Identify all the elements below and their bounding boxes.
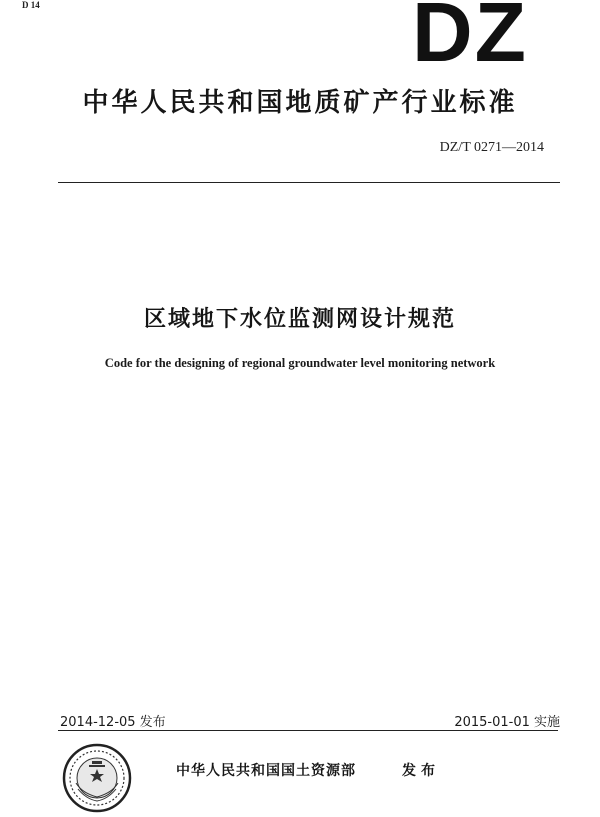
footer-rule xyxy=(58,730,558,731)
issued-label: 发布 xyxy=(402,763,440,779)
header-rule xyxy=(58,182,560,183)
standard-title: 中华人民共和国地质矿产行业标准 xyxy=(82,88,518,118)
national-emblem-icon xyxy=(62,743,132,813)
issue-date: 2014-12-05 发布 xyxy=(60,715,166,730)
document-title: 区域地下水位监测网设计规范 xyxy=(143,307,456,332)
standard-number: DZ/T 0271—2014 xyxy=(439,140,544,155)
dz-logo: DZ xyxy=(412,0,528,79)
issuer-name: 中华人民共和国国土资源部 xyxy=(176,763,356,779)
implementation-date: 2015-01-01 实施 xyxy=(454,715,560,730)
classification-code: D 14 xyxy=(22,0,40,10)
document-subtitle-en: Code for the designing of regional groundwater level monitoring network xyxy=(104,356,496,370)
